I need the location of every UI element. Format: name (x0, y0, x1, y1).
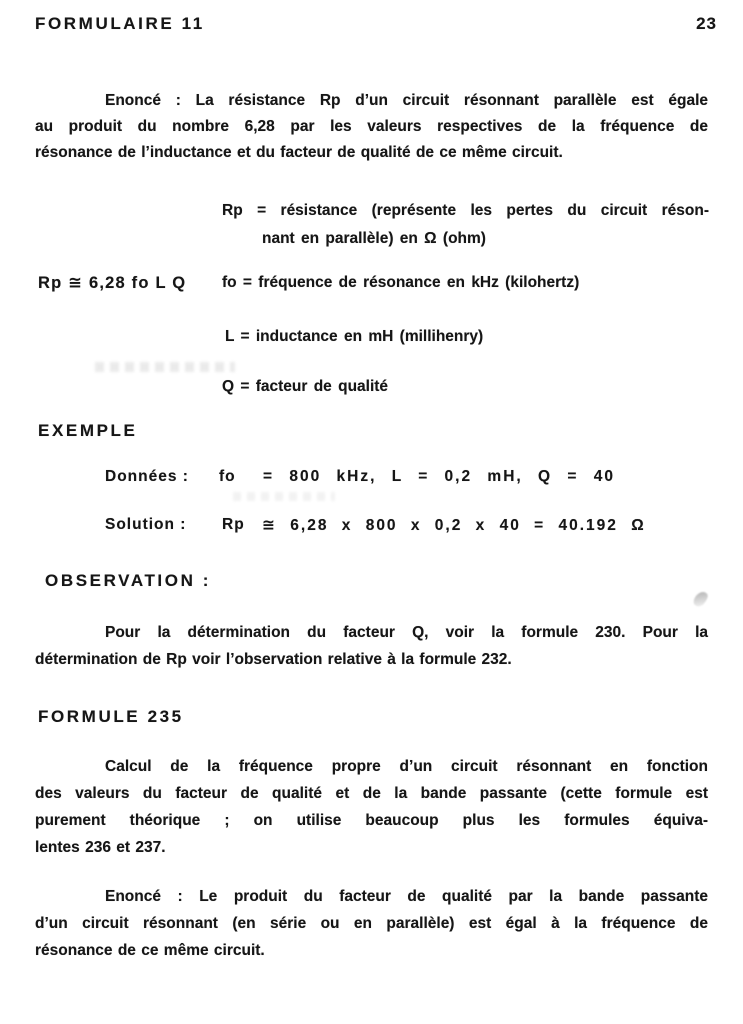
text-line: Enoncé : La résistance Rp d’un circuit résonnant parallèle est égale (105, 92, 708, 109)
show-through-smudge (95, 362, 235, 372)
text-line: au produit du nombre 6,28 par les valeurs respectives de la fréquence de (35, 118, 708, 135)
solution-row (35, 516, 708, 536)
formula-expression: Rp ≅ 6,28 fo L Q (38, 274, 187, 292)
text-line: détermination de Rp voir l’observation relative à la formule 232. (35, 651, 512, 668)
formule-235-heading: FORMULE 235 (38, 707, 184, 726)
text-line: Calcul de la fréquence propre d’un circuit résonnant en fonction (105, 758, 708, 775)
definition-rp-line2: nant en parallèle) en Ω (ohm) (262, 230, 486, 247)
page-number: 23 (696, 14, 717, 33)
text-line: Pour la détermination du facteur Q, voir la formule 230. Pour la (105, 624, 708, 641)
observation-paragraph (35, 619, 708, 673)
show-through-smudge (233, 492, 335, 501)
formule-235-paragraph (35, 753, 708, 861)
donnees-label: Données : (105, 468, 189, 485)
definition-fo: fo = fréquence de résonance en kHz (kilohertz) (222, 274, 580, 291)
solution-symbol: Rp (222, 516, 245, 533)
donnees-value: = 800 kHz, L = 0,2 mH, Q = 40 (263, 468, 615, 485)
text-line: d’un circuit résonnant (en série ou en parallèle) est égal à la fréquence de (35, 915, 708, 932)
formule-235-enonce-paragraph (35, 883, 708, 964)
text-line: résonance de l’inductance et du facteur de qualité de ce même circuit. (35, 144, 563, 161)
text-line: résonance de ce même circuit. (35, 942, 265, 959)
solution-value: ≅ 6,28 x 800 x 0,2 x 40 = 40.192 Ω (262, 517, 646, 534)
definition-l: L = inductance en mH (millihenry) (225, 328, 484, 345)
exemple-heading: EXEMPLE (38, 421, 138, 440)
donnees-symbol: fo (219, 468, 236, 485)
donnees-row (35, 468, 708, 488)
intro-paragraph (35, 88, 708, 166)
definition-rp (222, 197, 709, 253)
page-title: FORMULAIRE 11 (35, 14, 205, 33)
text-line: Enoncé : Le produit du facteur de qualité par la bande passante (105, 888, 708, 905)
definition-rp-line1: Rp = résistance (représente les pertes du circuit réson- (222, 202, 709, 219)
definition-q: Q = facteur de qualité (222, 378, 389, 395)
text-line: des valeurs du facteur de qualité et de la bande passante (cette formule est (35, 785, 708, 802)
text-line: lentes 236 et 237. (35, 839, 166, 856)
solution-label: Solution : (105, 516, 187, 533)
observation-heading: OBSERVATION : (45, 571, 212, 590)
text-line: purement théorique ; on utilise beaucoup plus les formules équiva- (35, 812, 708, 829)
pen-mark-artifact (692, 589, 710, 608)
